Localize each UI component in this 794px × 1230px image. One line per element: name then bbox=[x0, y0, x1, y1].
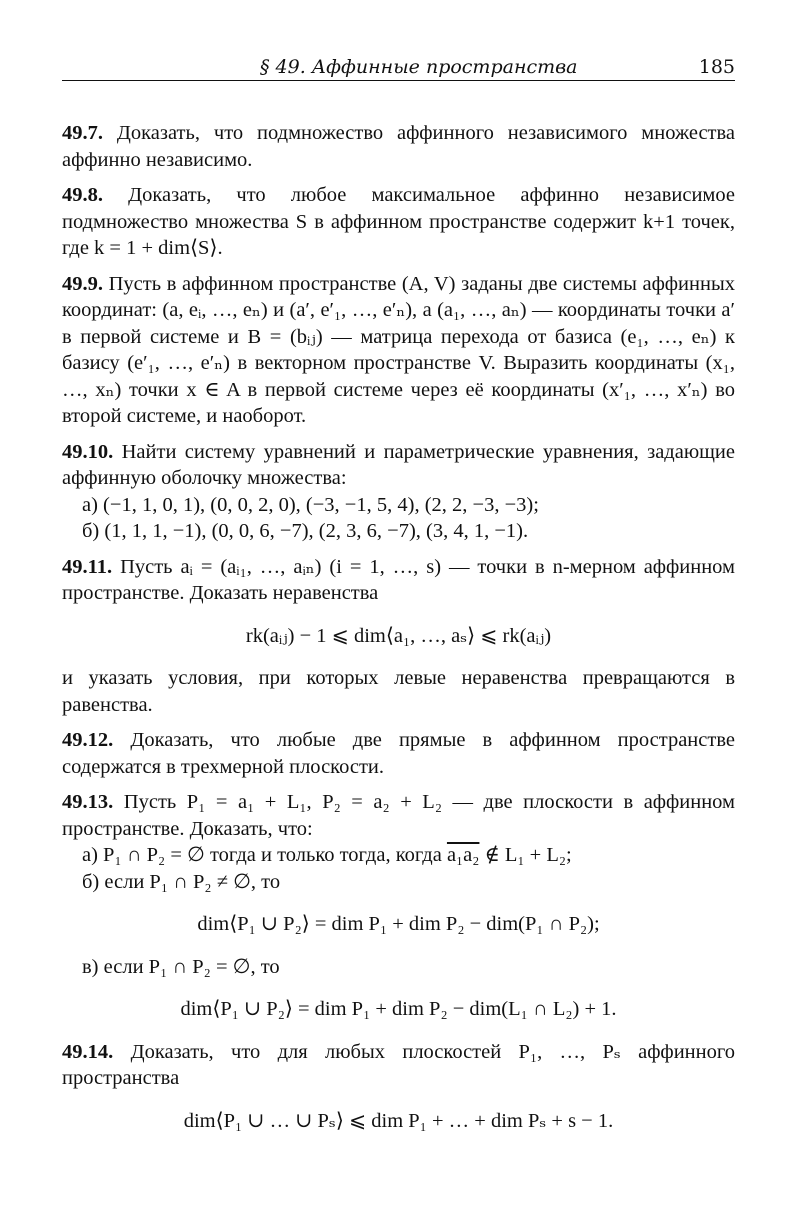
problem-text: Доказать, что любые две прямые в аффинном пространстве содержатся в трехмерной плоскости. bbox=[62, 729, 735, 778]
vector-a1a2: a₁a₂ bbox=[446, 844, 480, 866]
problem-49-9 bbox=[62, 271, 735, 430]
display-formula: rk(aᵢⱼ) − 1 ⩽ dim⟨a₁, …, aₛ⟩ ⩽ rk(aᵢⱼ) bbox=[245, 624, 552, 647]
problem-number: 49.13. bbox=[62, 791, 114, 813]
problem-49-12 bbox=[62, 727, 735, 780]
page-body bbox=[62, 120, 735, 1150]
problem-49-11 bbox=[62, 554, 735, 719]
display-formula: dim⟨P₁ ∪ … ∪ Pₛ⟩ ⩽ dim P₁ + … + dim Pₛ + s − 1. bbox=[183, 1109, 614, 1132]
problem-item-a: а) (−1, 1, 0, 1), (0, 0, 2, 0), (−3, −1, 5, 4), (2, 2, −3, −3); bbox=[82, 493, 539, 516]
problem-continuation: и указать условия, при которых левые неравенства превращаются в равенства. bbox=[62, 667, 735, 716]
problem-49-7 bbox=[62, 120, 735, 173]
problem-text: Найти систему уравнений и параметрические уравнения, задающие аффинную оболочку множества: bbox=[62, 440, 735, 489]
problem-number: 49.10. bbox=[62, 440, 114, 463]
section-title: § 49. Аффинные пространства bbox=[260, 56, 578, 78]
problem-49-13 bbox=[62, 789, 735, 1023]
item-a-suffix: ∉ L₁ + L₂; bbox=[484, 844, 572, 866]
problem-number: 49.7. bbox=[62, 122, 103, 144]
problem-number: 49.11. bbox=[62, 555, 113, 578]
problem-item-a bbox=[82, 842, 735, 869]
display-formula-c: dim⟨P₁ ∪ P₂⟩ = dim P₁ + dim P₂ − dim(L₁ ∩ L₂) + 1. bbox=[180, 998, 617, 1020]
running-header bbox=[62, 56, 735, 81]
problem-49-14 bbox=[62, 1039, 735, 1135]
problem-text: Пусть P₁ = a₁ + L₁, P₂ = a₂ + L₂ — две плоскости в аффинном пространстве. Доказать, что: bbox=[62, 791, 735, 840]
problem-text: Доказать, что для любых плоскостей P₁, …, Pₛ аффинного пространства bbox=[62, 1040, 736, 1089]
problem-text: Доказать, что любое максимальное аффинно независимое подмножество множества S в аффинном пространстве содержит k+1 точек, где k = 1 + dim⟨S⟩. bbox=[62, 184, 736, 259]
problem-number: 49.9. bbox=[62, 272, 103, 295]
problem-number: 49.8. bbox=[62, 184, 103, 206]
problem-number: 49.12. bbox=[62, 729, 114, 751]
problem-number: 49.14. bbox=[62, 1040, 114, 1063]
problem-49-8 bbox=[62, 182, 735, 262]
item-a-prefix: а) P₁ ∩ P₂ = ∅ тогда и только тогда, когда bbox=[82, 844, 442, 866]
problem-item-c: в) если P₁ ∩ P₂ = ∅, то bbox=[82, 955, 280, 978]
display-formula-b: dim⟨P₁ ∪ P₂⟩ = dim P₁ + dim P₂ − dim(P₁ ∩ P₂); bbox=[197, 913, 600, 935]
problem-text: Доказать, что подмножество аффинного независимого множества аффинно независимо. bbox=[62, 122, 736, 171]
problem-item-b: б) (1, 1, 1, −1), (0, 0, 6, −7), (2, 3, 6, −7), (3, 4, 1, −1). bbox=[82, 520, 529, 542]
problem-item-b: б) если P₁ ∩ P₂ ≠ ∅, то bbox=[82, 870, 281, 893]
problem-text: Пусть в аффинном пространстве (A, V) заданы две системы аффинных координат: (a, eᵢ, …, eₙ) и (a′, e′₁, …, e′ₙ), а (a₁, …, aₙ) — координаты точки a′ в первой системе и B = (bᵢⱼ) — матрица перехода от базиса (e₁, …, eₙ) к базису (e′₁, …, e′ₙ) в векторном пространстве V. Выразить координаты (x₁, …, xₙ) точки x ∈ A в первой системе через её координаты (x′₁, …, x′ₙ) во второй системе, и наоборот. bbox=[62, 272, 735, 427]
problem-49-10 bbox=[62, 439, 735, 545]
page-number: 185 bbox=[698, 56, 735, 78]
problem-text: Пусть aᵢ = (aᵢ₁, …, aᵢₙ) (i = 1, …, s) — точки в n-мерном аффинном пространстве. Доказать неравенства bbox=[62, 555, 735, 604]
